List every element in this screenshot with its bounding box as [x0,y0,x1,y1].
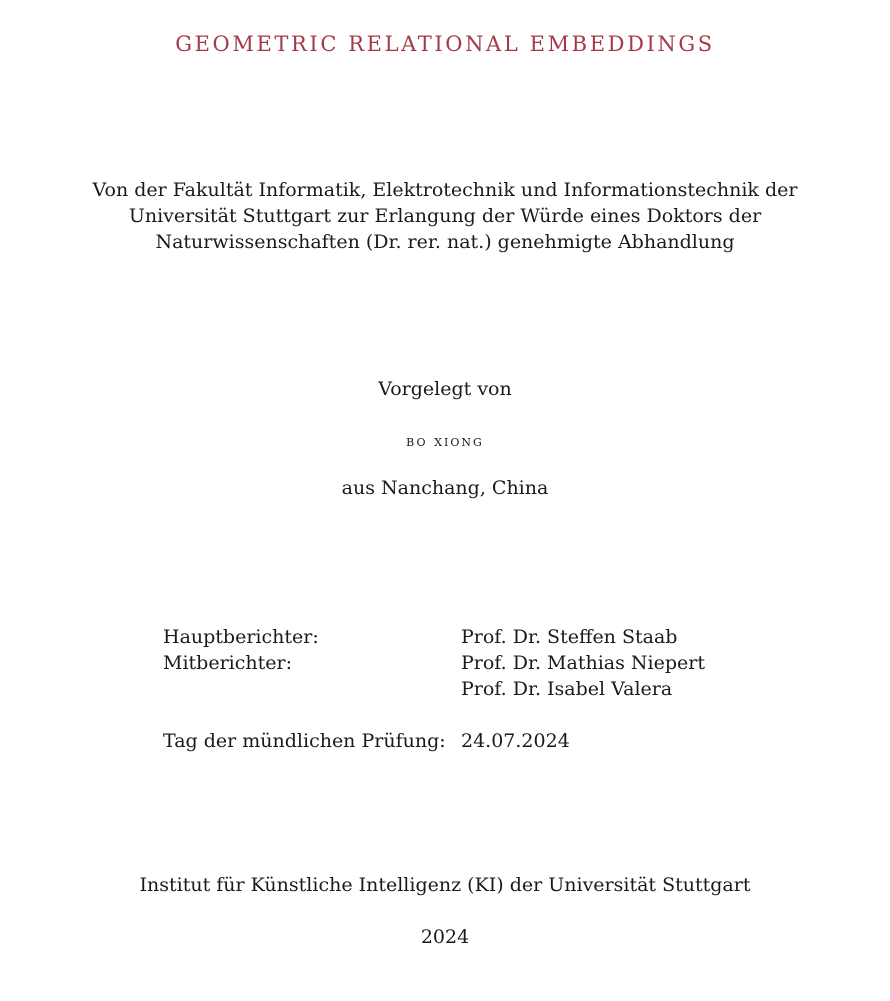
co-referee-label: Mitberichter: [163,652,292,674]
committee-block [163,624,705,754]
co-referee-row [163,650,705,676]
faculty-statement-line: Universität Stuttgart zur Erlangung der Würde eines Doktors der [128,205,762,227]
co-referee-row [163,676,705,702]
exam-date-row [163,728,705,754]
main-referee-row [163,624,705,650]
thesis-title: GEOMETRIC RELATIONAL EMBEDDINGS [175,32,715,56]
co-referee-name: Prof. Dr. Mathias Niepert [461,652,705,674]
main-referee-name: Prof. Dr. Steffen Staab [461,626,678,648]
exam-date-value: 24.07.2024 [461,730,570,752]
empty-label-cell [163,676,461,702]
faculty-statement [60,177,830,255]
publication-year: 2024 [420,926,470,948]
co-referee-name: Prof. Dr. Isabel Valera [461,678,673,700]
exam-date-label: Tag der mündlichen Prüfung: [163,730,446,752]
faculty-statement-line: Naturwissenschaften (Dr. rer. nat.) genehmigte Abhandlung [155,231,735,253]
author-origin: aus Nanchang, China [341,477,549,499]
author-name: bo xiong [406,432,484,450]
presented-by-label: Vorgelegt von [378,378,512,400]
main-referee-label: Hauptberichter: [163,626,319,648]
institute-name: Institut für Künstliche Intelligenz (KI) der Universität Stuttgart [139,874,751,896]
faculty-statement-line: Von der Fakultät Informatik, Elektrotechnik und Informationstechnik der [92,179,798,201]
